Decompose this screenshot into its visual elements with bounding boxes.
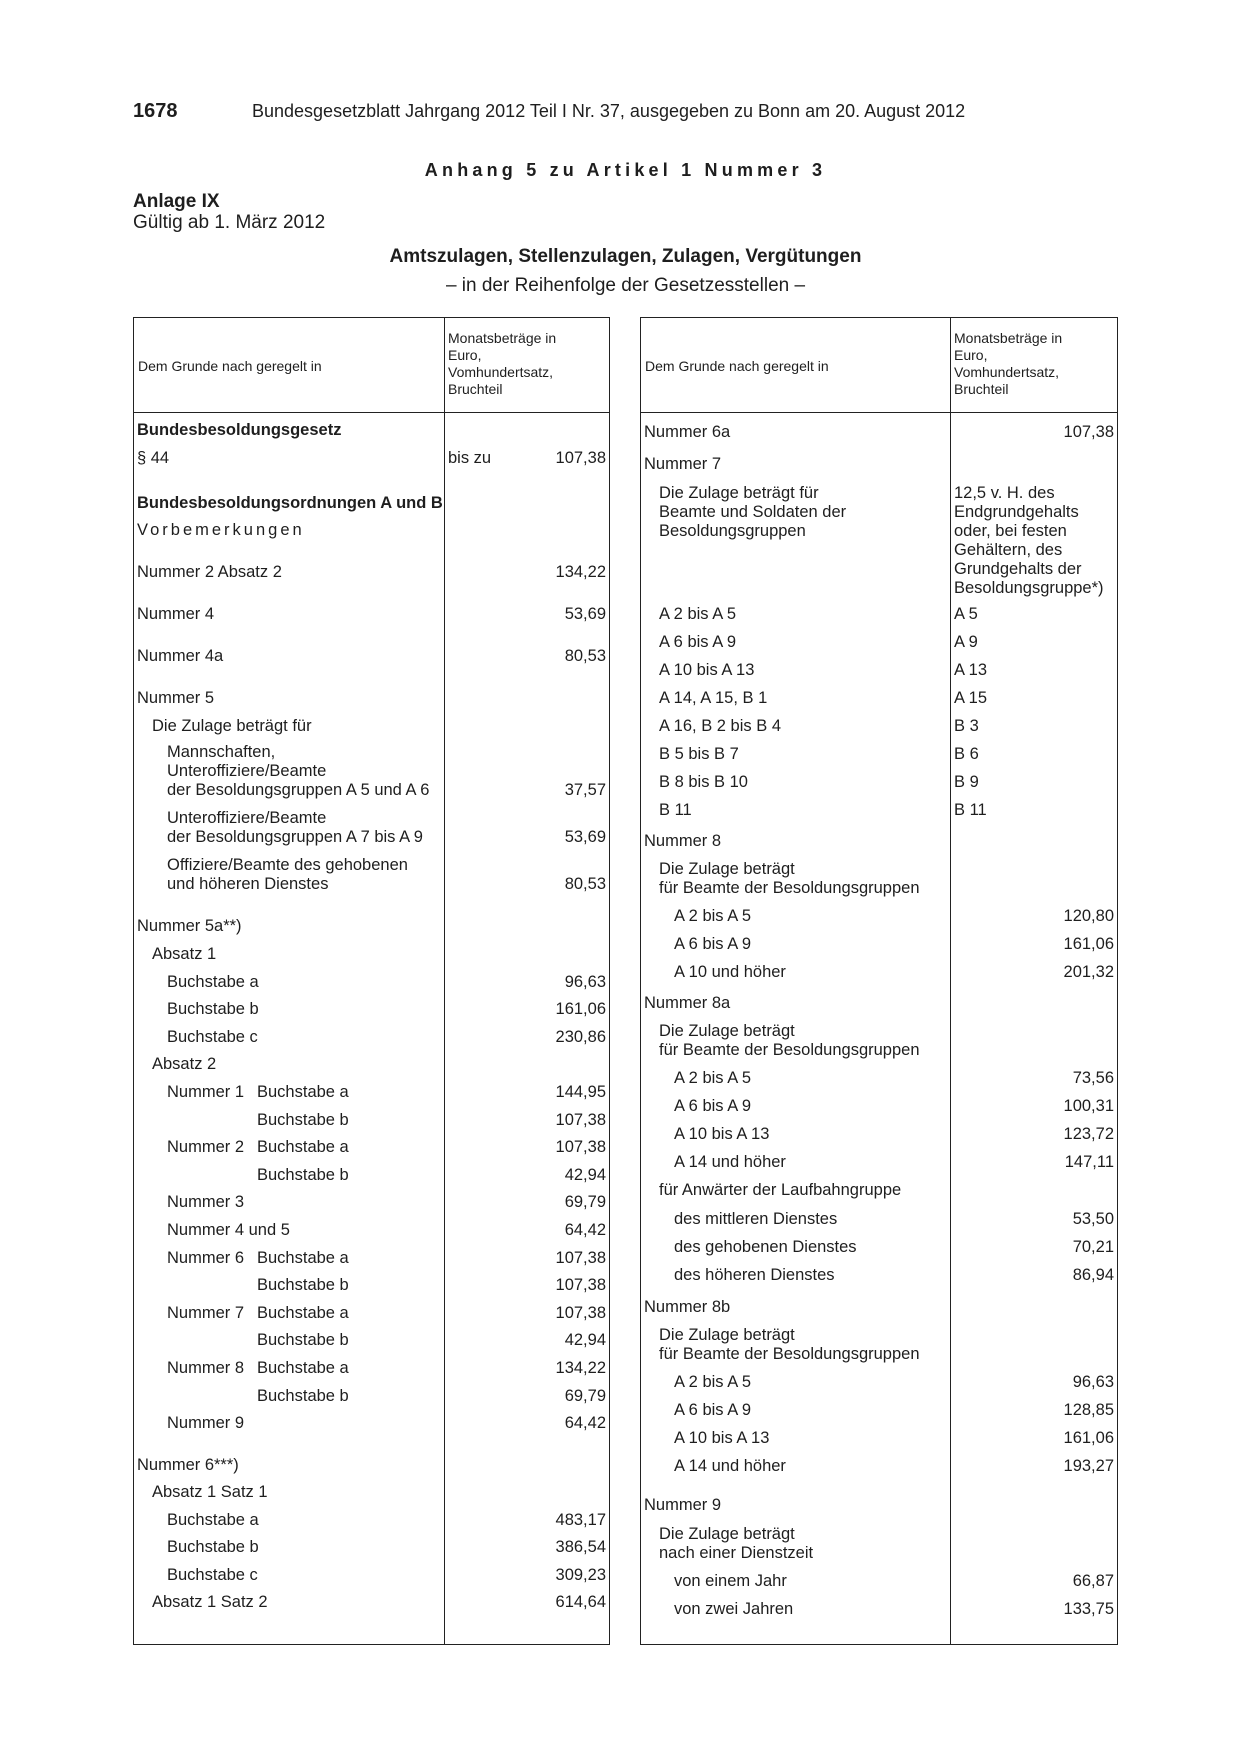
table-cell-text: A 2 bis A 5 bbox=[674, 1069, 752, 1087]
table-cell-value: 64,42 bbox=[564, 1414, 606, 1433]
table-cell-value: 133,75 bbox=[1063, 1600, 1114, 1618]
table-cell-text: A 2 bis A 5 bbox=[674, 907, 752, 925]
table-cell-value: 64,42 bbox=[564, 1221, 606, 1239]
table-cell-text: Absatz 1 Satz 1 bbox=[152, 1483, 268, 1501]
table-cell-text: Die Zulage beträgt bbox=[659, 1022, 795, 1040]
table-cell-text: Nummer 4 bbox=[137, 605, 215, 623]
page-title: Amtszulagen, Stellenzulagen, Zulagen, Vergütungen bbox=[389, 246, 862, 267]
table-cell-text: Nummer 8 bbox=[644, 832, 722, 850]
table-cell-text: A 6 bis A 9 bbox=[674, 1097, 752, 1115]
header-col-basis: Dem Grunde nach geregelt in bbox=[645, 358, 829, 374]
anhang-heading: Anhang 5 zu Artikel 1 Nummer 3 bbox=[424, 160, 827, 180]
table-cell-value: 12,5 v. H. des bbox=[954, 484, 1055, 502]
table-cell-text: Offiziere/Beamte des gehobenen bbox=[167, 856, 408, 874]
table-cell-text: B 8 bis B 10 bbox=[659, 773, 748, 791]
table-header bbox=[134, 318, 609, 413]
table-cell-value: 53,69 bbox=[564, 605, 606, 623]
table-cell-value: A 15 bbox=[954, 689, 988, 707]
law-heading: Bundesbesoldungsordnungen A und B bbox=[137, 494, 443, 512]
table-cell-value: 53,69 bbox=[564, 828, 606, 846]
paragraph-ref: § 44 bbox=[137, 449, 170, 467]
table-cell-value: A 13 bbox=[954, 661, 988, 679]
table-cell-value: 123,72 bbox=[1063, 1125, 1114, 1143]
table-cell-text: A 14 und höher bbox=[674, 1153, 786, 1171]
table-cell-text: Nummer 6a bbox=[644, 423, 731, 441]
table-cell-text: und höheren Dienstes bbox=[167, 875, 329, 893]
table-cell-value: 201,32 bbox=[1063, 963, 1114, 981]
table-cell-text: Nummer 2 bbox=[167, 1138, 245, 1157]
table-cell-value: 53,50 bbox=[1072, 1210, 1114, 1228]
table-cell-value: 69,79 bbox=[564, 1193, 606, 1212]
table-cell-text: Nummer 3 bbox=[167, 1193, 245, 1212]
table-left bbox=[133, 317, 610, 1645]
table-cell-value: 96,63 bbox=[1072, 1373, 1114, 1391]
header-col-basis: Dem Grunde nach geregelt in bbox=[138, 358, 322, 374]
table-cell-text: A 6 bis A 9 bbox=[659, 633, 737, 651]
table-cell-text: Buchstabe a bbox=[257, 1138, 349, 1157]
table-cell-text: Nummer 6***) bbox=[137, 1456, 239, 1474]
table-cell-text: Die Zulage beträgt für bbox=[659, 484, 819, 502]
table-cell-text: für Beamte der Besoldungsgruppen bbox=[659, 1345, 920, 1363]
page-subtitle: – in der Reihenfolge der Gesetzesstellen – bbox=[445, 275, 806, 296]
table-cell-text: B 11 bbox=[659, 801, 692, 819]
table-cell-value: 107,38 bbox=[555, 1276, 606, 1295]
table-cell-value: B 6 bbox=[954, 745, 979, 763]
table-cell-text: Buchstabe b bbox=[257, 1165, 349, 1184]
table-cell-value: 37,57 bbox=[564, 781, 606, 799]
table-cell-text: Nummer 8b bbox=[644, 1298, 731, 1316]
table-cell-text: Nummer 4a bbox=[137, 647, 224, 665]
table-cell-value: 80,53 bbox=[564, 647, 606, 665]
table-cell-text: Nummer 5a**) bbox=[137, 917, 242, 935]
column-divider bbox=[950, 318, 951, 412]
table-cell-text: der Besoldungsgruppen A 7 bis A 9 bbox=[167, 828, 423, 846]
table-cell-text: von einem Jahr bbox=[674, 1572, 787, 1590]
table-cell-text: Buchstabe a bbox=[167, 973, 259, 991]
table-cell-text: Die Zulage beträgt bbox=[659, 860, 795, 878]
header-col-amount: Monatsbeträge in Euro, Vomhundertsatz, Bruchteil bbox=[954, 330, 1063, 397]
table-cell-text: Buchstabe a bbox=[257, 1083, 349, 1101]
table-cell-value: 483,17 bbox=[555, 1511, 606, 1529]
table-cell-text: A 6 bis A 9 bbox=[674, 935, 752, 953]
table-cell-text: Besoldungsgruppen bbox=[659, 522, 806, 540]
column-divider bbox=[950, 412, 951, 1644]
page-number: 1678 bbox=[133, 100, 178, 122]
anlage-label: Anlage IX bbox=[133, 191, 220, 212]
table-cell-text: Unteroffiziere/Beamte bbox=[167, 762, 327, 780]
table-cell-text: A 16, B 2 bis B 4 bbox=[659, 717, 781, 735]
table-cell-value: 161,06 bbox=[1063, 935, 1114, 953]
table-cell-text: Buchstabe b bbox=[257, 1331, 349, 1350]
table-cell-text: Nummer 8 bbox=[167, 1359, 245, 1377]
table-cell-text: A 10 und höher bbox=[674, 963, 786, 981]
table-cell-value: A 9 bbox=[954, 633, 978, 651]
table-cell-text: des mittleren Dienstes bbox=[674, 1210, 838, 1228]
table-cell-text: Die Zulage beträgt für bbox=[152, 717, 312, 735]
table-cell-value: 86,94 bbox=[1072, 1266, 1114, 1284]
table-cell-value: 42,94 bbox=[564, 1165, 606, 1184]
table-cell-text: für Anwärter der Laufbahngruppe bbox=[659, 1181, 902, 1199]
validity-date: Gültig ab 1. März 2012 bbox=[133, 212, 326, 233]
table-cell-value: 144,95 bbox=[555, 1083, 606, 1101]
table-cell-text: Buchstabe b bbox=[257, 1276, 349, 1295]
table-header bbox=[641, 318, 1117, 413]
table-cell-value: 80,53 bbox=[564, 875, 606, 893]
table-cell-text: Buchstabe a bbox=[257, 1248, 349, 1267]
table-cell-value: 107,38 bbox=[555, 1248, 606, 1267]
table-cell-text: A 2 bis A 5 bbox=[659, 605, 737, 623]
table-cell-text: für Beamte der Besoldungsgruppen bbox=[659, 1041, 920, 1059]
table-cell-value: 134,22 bbox=[555, 563, 606, 581]
running-title: Bundesgesetzblatt Jahrgang 2012 Teil I Nr. 37, ausgegeben zu Bonn am 20. August 2012 bbox=[252, 101, 966, 121]
table-cell-text: A 10 bis A 13 bbox=[659, 661, 755, 679]
table-cell-value: 107,38 bbox=[555, 1110, 606, 1129]
table-cell-text: A 6 bis A 9 bbox=[674, 1401, 752, 1419]
table-cell-text: Buchstabe c bbox=[167, 1028, 258, 1046]
table-cell-value: 70,21 bbox=[1072, 1238, 1114, 1256]
table-cell-value: 309,23 bbox=[555, 1566, 606, 1584]
table-cell-text: B 5 bis B 7 bbox=[659, 745, 739, 763]
table-cell-value: A 5 bbox=[954, 605, 978, 623]
table-cell-value: 69,79 bbox=[564, 1386, 606, 1405]
table-cell-text: Nummer 9 bbox=[644, 1496, 722, 1514]
table-cell-text: der Besoldungsgruppen A 5 und A 6 bbox=[167, 781, 430, 799]
law-heading: Bundesbesoldungsgesetz bbox=[137, 421, 342, 439]
section-heading: Vorbemerkungen bbox=[137, 521, 305, 539]
table-cell-value: Besoldungsgruppe*) bbox=[954, 579, 1104, 597]
table-cell-value: 134,22 bbox=[555, 1359, 606, 1377]
table-cell-text: Unteroffiziere/Beamte bbox=[167, 809, 327, 827]
table-cell-text: Nummer 2 Absatz 2 bbox=[137, 563, 282, 581]
table-cell-value: 161,06 bbox=[1063, 1429, 1114, 1447]
table-cell-value: Grundgehalts der bbox=[954, 560, 1082, 578]
table-cell-value: oder, bei festen bbox=[954, 522, 1067, 540]
table-cell-text: Buchstabe b bbox=[257, 1110, 349, 1129]
table-cell-text: A 14, A 15, B 1 bbox=[659, 689, 768, 707]
table-cell-value: 128,85 bbox=[1063, 1401, 1114, 1419]
table-cell-text: Absatz 2 bbox=[152, 1055, 217, 1073]
table-cell-value: 107,38 bbox=[555, 1138, 606, 1157]
table-cell-value: 107,38 bbox=[1063, 423, 1114, 441]
table-cell-text: Buchstabe b bbox=[257, 1386, 349, 1405]
table-cell-text: des gehobenen Dienstes bbox=[674, 1238, 857, 1256]
amount-qualifier: bis zu bbox=[448, 449, 492, 467]
table-cell-value: 120,80 bbox=[1063, 907, 1114, 925]
table-cell-value: 66,87 bbox=[1072, 1572, 1114, 1590]
table-cell-text: Die Zulage beträgt bbox=[659, 1525, 795, 1543]
table-cell-value: 230,86 bbox=[555, 1028, 606, 1046]
table-cell-text: Nummer 1 bbox=[167, 1083, 245, 1101]
table-cell-value: 107,38 bbox=[555, 1303, 606, 1322]
table-cell-text: Beamte und Soldaten der bbox=[659, 503, 847, 521]
table-cell-value: 107,38 bbox=[555, 449, 606, 467]
table-cell-value: 147,11 bbox=[1064, 1153, 1114, 1171]
table-cell-value: B 11 bbox=[954, 801, 987, 819]
table-cell-value: 96,63 bbox=[564, 973, 606, 991]
table-cell-text: Absatz 1 bbox=[152, 945, 217, 963]
table-cell-value: 73,56 bbox=[1072, 1069, 1114, 1087]
table-cell-value: Endgrundgehalts bbox=[954, 503, 1079, 521]
table-right bbox=[640, 317, 1118, 1645]
table-cell-text: Nummer 7 bbox=[644, 455, 722, 473]
table-cell-text: Buchstabe a bbox=[257, 1303, 349, 1322]
table-cell-text: A 10 bis A 13 bbox=[674, 1125, 770, 1143]
table-cell-text: von zwei Jahren bbox=[674, 1600, 794, 1618]
table-cell-text: Mannschaften, bbox=[167, 743, 276, 761]
table-cell-text: Nummer 7 bbox=[167, 1303, 245, 1322]
table-cell-value: 386,54 bbox=[555, 1538, 606, 1556]
table-cell-text: A 2 bis A 5 bbox=[674, 1373, 752, 1391]
table-cell-value: 161,06 bbox=[555, 1000, 606, 1018]
table-cell-text: A 14 und höher bbox=[674, 1457, 786, 1475]
table-cell-value: B 3 bbox=[954, 717, 979, 735]
table-cell-text: Nummer 5 bbox=[137, 689, 215, 707]
table-cell-value: 614,64 bbox=[555, 1593, 606, 1611]
table-cell-value: 100,31 bbox=[1063, 1097, 1114, 1115]
table-cell-value: 193,27 bbox=[1063, 1457, 1114, 1475]
table-cell-value: Gehältern, des bbox=[954, 541, 1063, 559]
table-cell-text: Nummer 4 und 5 bbox=[167, 1221, 290, 1239]
column-divider bbox=[444, 318, 445, 412]
column-divider bbox=[444, 412, 445, 1644]
table-cell-text: des höheren Dienstes bbox=[674, 1266, 835, 1284]
table-cell-value: B 9 bbox=[954, 773, 979, 791]
table-cell-value: 42,94 bbox=[564, 1331, 606, 1350]
table-cell-text: Buchstabe b bbox=[167, 1000, 259, 1018]
table-cell-text: für Beamte der Besoldungsgruppen bbox=[659, 879, 920, 897]
table-cell-text: Buchstabe a bbox=[257, 1359, 349, 1377]
table-cell-text: Die Zulage beträgt bbox=[659, 1326, 795, 1344]
header-col-amount: Monatsbeträge in Euro, Vomhundertsatz, Bruchteil bbox=[448, 330, 557, 397]
table-cell-text: nach einer Dienstzeit bbox=[659, 1544, 814, 1562]
table-cell-text: Buchstabe b bbox=[167, 1538, 259, 1556]
table-cell-text: A 10 bis A 13 bbox=[674, 1429, 770, 1447]
table-cell-text: Absatz 1 Satz 2 bbox=[152, 1593, 268, 1611]
table-cell-text: Nummer 8a bbox=[644, 994, 731, 1012]
table-cell-text: Buchstabe c bbox=[167, 1566, 258, 1584]
table-cell-text: Nummer 6 bbox=[167, 1248, 245, 1267]
table-cell-text: Buchstabe a bbox=[167, 1511, 259, 1529]
table-cell-text: Nummer 9 bbox=[167, 1414, 245, 1433]
